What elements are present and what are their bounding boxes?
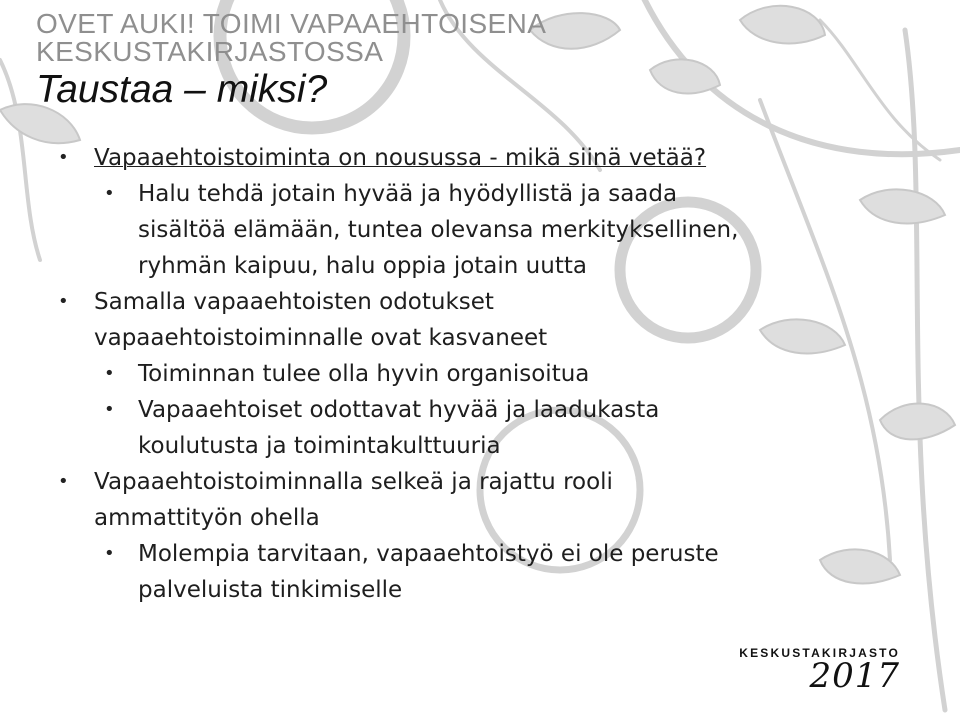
bullet-text: Vapaaehtoistoiminta on nousussa - mikä siinä vetää? bbox=[94, 145, 707, 171]
bullet-item bbox=[54, 536, 904, 608]
bullet-text: sisältöä elämään, tuntea olevansa merkityksellinen, bbox=[138, 217, 739, 243]
library-logo bbox=[739, 646, 900, 696]
bullet-text: koulutusta ja toimintakulttuuria bbox=[138, 433, 501, 459]
bullet-item bbox=[54, 176, 904, 284]
bullet-text: vapaaehtoistoiminnalle ovat kasvaneet bbox=[94, 325, 548, 351]
bullet-icon: • bbox=[104, 363, 115, 384]
bullet-text: palveluista tinkimiselle bbox=[138, 577, 403, 603]
bullet-text: Molempia tarvitaan, vapaaehtoistyö ei ole peruste bbox=[138, 541, 719, 567]
bullet-item bbox=[54, 140, 904, 176]
bullet-item bbox=[54, 464, 904, 536]
bullet-text: Vapaaehtoiset odottavat hyvää ja laadukasta bbox=[138, 397, 660, 423]
title-line: KESKUSTAKIRJASTOSSA bbox=[36, 36, 384, 67]
bullet-text: Halu tehdä jotain hyvää ja hyödyllistä ja saada bbox=[138, 181, 678, 207]
bullet-text: Toiminnan tulee olla hyvin organisoitua bbox=[138, 361, 590, 387]
bullet-item bbox=[54, 284, 904, 356]
title-block bbox=[36, 10, 546, 110]
bullet-icon: • bbox=[58, 147, 69, 168]
slide-subtitle: Taustaa – miksi? bbox=[36, 68, 328, 111]
title-line: OVET AUKI! TOIMI VAPAAEHTOISENA bbox=[36, 8, 547, 39]
logo-year: 2017 bbox=[809, 656, 900, 696]
bullet-text: ammattityön ohella bbox=[94, 505, 320, 531]
bullet-icon: • bbox=[58, 471, 69, 492]
bullet-icon: • bbox=[58, 291, 69, 312]
bullet-icon: • bbox=[104, 183, 115, 204]
bullet-item bbox=[54, 356, 904, 392]
bullet-text: Vapaaehtoistoiminnalla selkeä ja rajattu rooli bbox=[94, 469, 613, 495]
bullet-text: ryhmän kaipuu, halu oppia jotain uutta bbox=[138, 253, 587, 279]
bullet-icon: • bbox=[104, 399, 115, 420]
bullet-item bbox=[54, 392, 904, 464]
bullet-text: Samalla vapaaehtoisten odotukset bbox=[94, 289, 494, 315]
logo-text: KESKUSTAKIRJASTO bbox=[739, 646, 900, 660]
bullet-list bbox=[54, 140, 904, 608]
bullet-icon: • bbox=[104, 543, 115, 564]
